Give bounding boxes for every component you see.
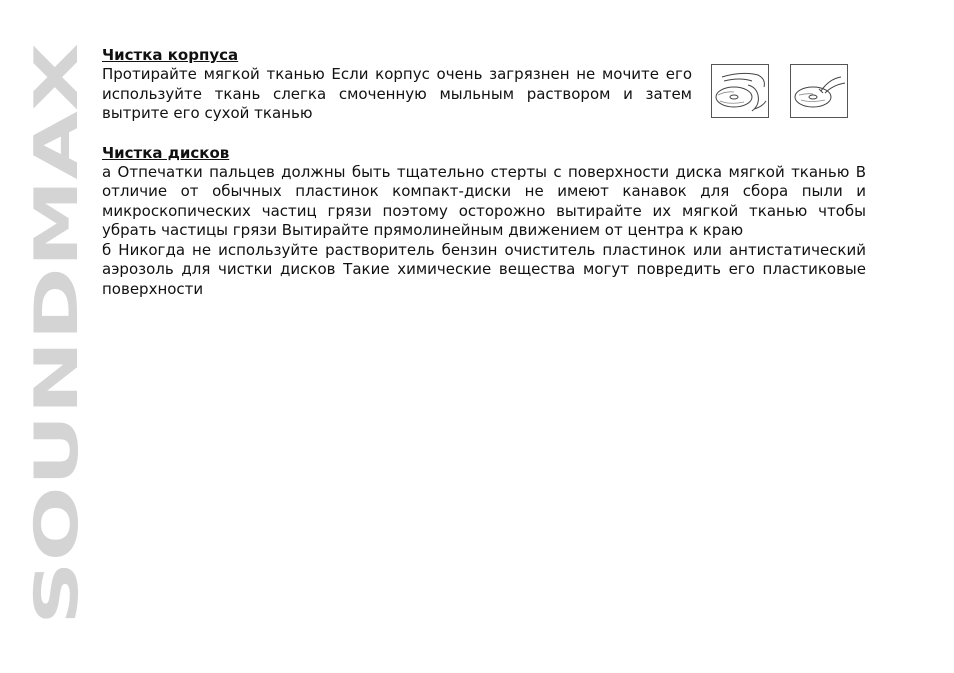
soundmax-logo (22, 40, 92, 630)
section-disc-cleaning (102, 144, 866, 300)
section-body-cleaning (102, 46, 866, 124)
figure-hand-holding-disc (711, 64, 769, 118)
disc-cleaning-figures (711, 64, 851, 120)
svg-text:SOUNDMAX: SOUNDMAX (22, 229, 92, 625)
paragraph-disc-item-b: б Никогда не используйте растворитель бензин очиститель пластинок или антистатический аэрозоль для чистки дисков Такие химические вещества могут повредить его пластиковые поверхности (102, 240, 866, 298)
paragraph-body-cleaning: Протирайте мягкой тканью Если корпус очень загрязнен не мочите его используйте ткань слегка смоченную мыльным раствором и затем вытрите его сухой тканью (102, 65, 692, 122)
section-title-disc-cleaning: Чистка дисков (102, 143, 230, 162)
figure-hand-wiping-disc (790, 64, 848, 118)
hand-holding-disc-icon (712, 65, 768, 117)
brand-watermark (22, 40, 92, 630)
paragraph-disc-item-a: а Отпечатки пальцев должны быть тщательно стерты с поверхности диска мягкой тканью В отличие от обычных пластинок компакт-диски не имеют канавок для сбора пыли и микроскопических частиц грязи поэтому осторожно вытирайте их мягкой тканью чтобы убрать частицы грязи Вытирайте прямолинейным движением от центра к краю (102, 162, 866, 239)
hand-wiping-disc-icon (791, 65, 847, 117)
page-content (102, 46, 866, 299)
section-title-body-cleaning: Чистка корпуса (102, 46, 239, 64)
